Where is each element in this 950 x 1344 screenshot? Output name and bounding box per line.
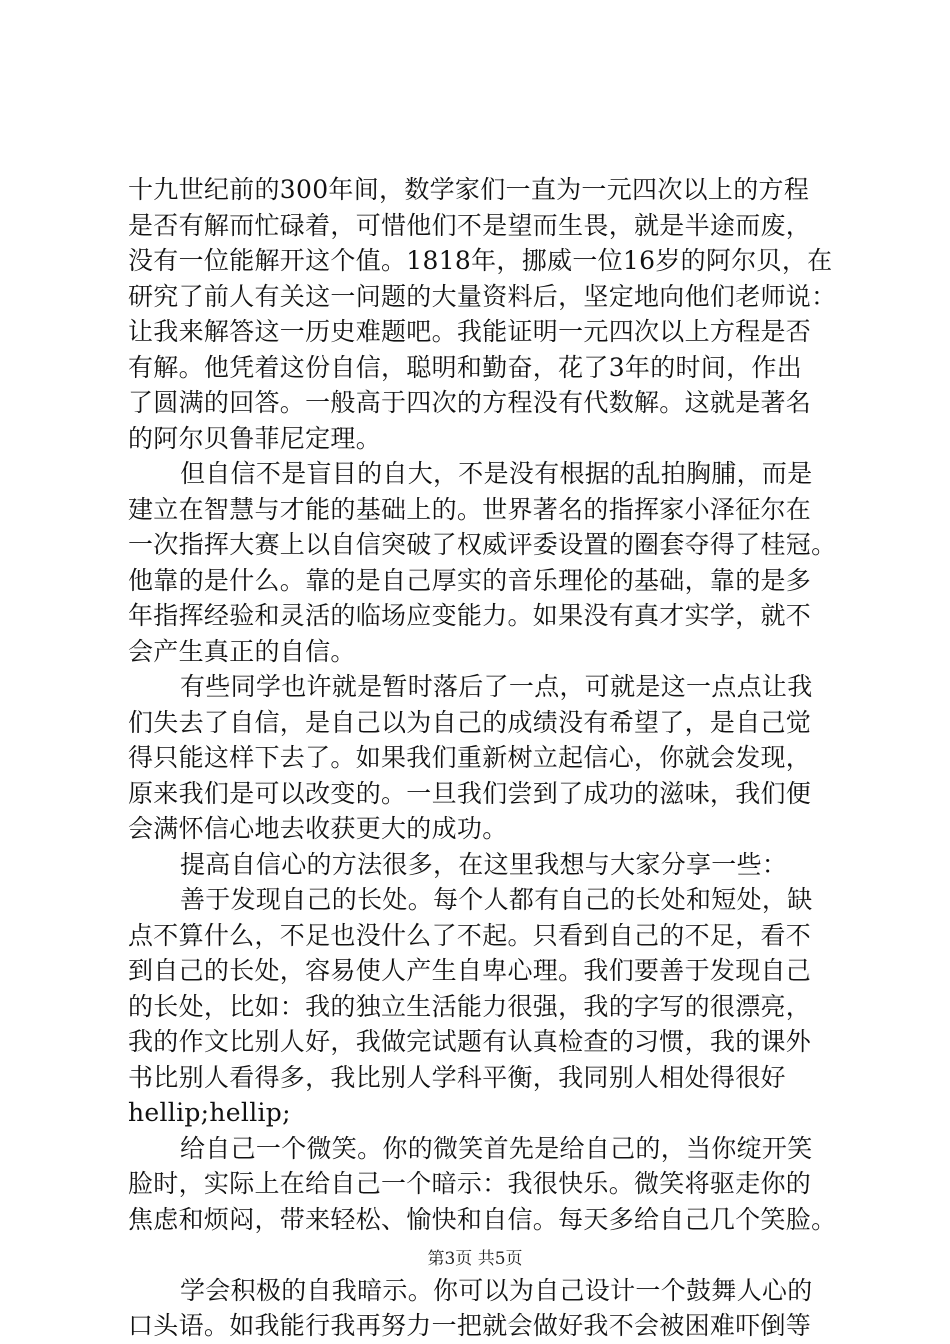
paragraph-start-line: 学会积极的自我暗示。你可以为自己设计一个鼓舞人心的	[180, 1275, 813, 1305]
paragraph-start-line: 提高自信心的方法很多，在这里我想与大家分享一些：	[180, 849, 788, 879]
text-line: 年指挥经验和灵活的临场应变能力。如果没有真才实学，就不	[128, 601, 812, 630]
text-line: 得只能这样下去了。如果我们重新树立起信心，你就会发现，	[128, 743, 812, 772]
text-line: 焦虑和烦闷，带来轻松、愉快和自信。每天多给自己几个笑脸。	[128, 1204, 837, 1234]
text-line: 的长处，比如：我的独立生活能力很强，我的字写的很漂亮，	[128, 991, 812, 1021]
text-line: 们失去了自信，是自己以为自己的成绩没有希望了，是自己觉	[128, 707, 812, 737]
text-line: 研究了前人有关这一问题的大量资料后，坚定地向他们老师说：	[128, 281, 837, 311]
text-line: 让我来解答这一历史难题吧。我能证明一元四次以上方程是否	[128, 317, 812, 346]
paragraph-start-line: 给自己一个微笑。你的微笑首先是给自己的，当你绽开笑	[180, 1133, 813, 1163]
text-line: 了圆满的回答。一般高于四次的方程没有代数解。这就是著名	[128, 388, 812, 417]
text-line: 没有一位能解开这个值。1818年，挪威一位16岁的阿尔贝，在	[128, 246, 833, 275]
text-line: 一次指挥大赛上以自信突破了权威评委设置的圈套夺得了桂冠。	[128, 530, 837, 559]
text-line: 他靠的是什么。靠的是自己厚实的音乐理伦的基础，靠的是多	[128, 565, 812, 595]
text-line: 会产生真正的自信。	[128, 636, 356, 666]
text-line: 我的作文比别人好，我做完试题有认真检查的习惯，我的课外	[128, 1027, 812, 1056]
text-line: 是否有解而忙碌着，可惜他们不是望而生畏，就是半途而废，	[128, 210, 812, 240]
text-line: hellip;hellip;	[128, 1098, 291, 1127]
text-line: 到自己的长处，容易使人产生自卑心理。我们要善于发现自己	[128, 956, 812, 985]
text-line: 的阿尔贝鲁菲尼定理。	[128, 423, 382, 453]
text-line: 建立在智慧与才能的基础上的。世界著名的指挥家小泽征尔在	[128, 494, 812, 524]
text-line: 会满怀信心地去收获更大的成功。	[128, 814, 508, 843]
paragraph-start-line: 有些同学也许就是暂时落后了一点，可就是这一点点让我	[180, 672, 813, 701]
text-line: 点不算什么，不足也没什么了不起。只看到自己的不足，看不	[128, 920, 812, 950]
text-line: 有解。他凭着这份自信，聪明和勤奋，花了3年的时间，作出	[128, 352, 803, 382]
paragraph-start-line: 但自信不是盲目的自大，不是没有根据的乱拍胸脯，而是	[180, 459, 813, 488]
text-line: 书比别人看得多，我比别人学科平衡，我同别人相处得很好	[128, 1062, 786, 1092]
text-line: 原来我们是可以改变的。一旦我们尝到了成功的滋味，我们便	[128, 778, 812, 808]
paragraph-start-line: 善于发现自己的长处。每个人都有自己的长处和短处，缺	[180, 885, 813, 914]
text-line: 脸时，实际上在给自己一个暗示：我很快乐。微笑将驱走你的	[128, 1169, 812, 1198]
page-number-footer: 第3页 共5页	[427, 1249, 523, 1269]
body-text	[128, 172, 836, 1344]
text-line: 口头语。如我能行我再努力一把就会做好我不会被困难吓倒等	[128, 1311, 812, 1340]
text-line: 十九世纪前的300年间，数学家们一直为一元四次以上的方程	[128, 175, 810, 204]
